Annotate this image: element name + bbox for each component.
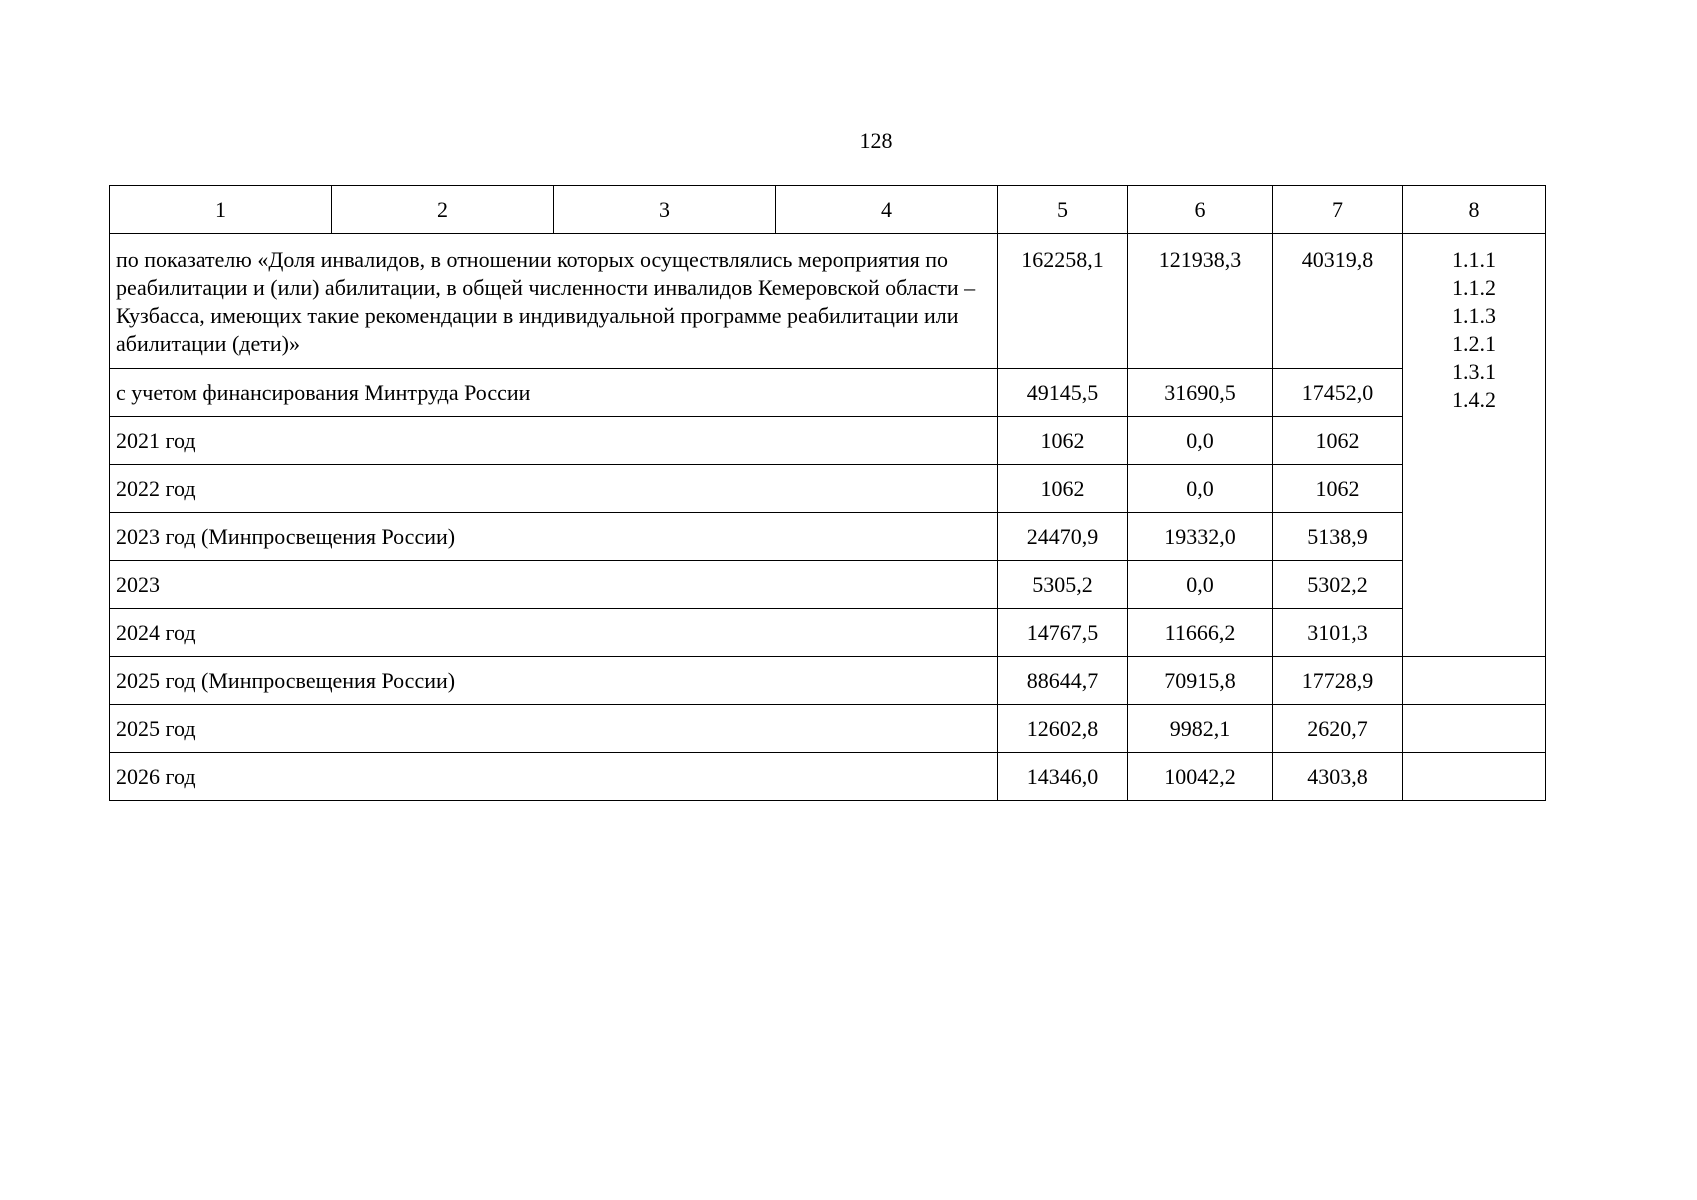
table-header-row — [110, 186, 1546, 234]
cell-total: 12602,8 — [998, 705, 1128, 753]
cell-federal: 0,0 — [1128, 561, 1273, 609]
cell-federal: 0,0 — [1128, 465, 1273, 513]
table-row — [110, 369, 1546, 417]
cell-regional: 5138,9 — [1273, 513, 1403, 561]
table-row — [110, 513, 1546, 561]
cell-federal: 70915,8 — [1128, 657, 1273, 705]
cell-regional: 2620,7 — [1273, 705, 1403, 753]
row-label: 2026 год — [110, 753, 998, 801]
header-cell-3: 3 — [554, 186, 776, 234]
row-label: 2023 — [110, 561, 998, 609]
row-label: 2021 год — [110, 417, 998, 465]
cell-regional: 5302,2 — [1273, 561, 1403, 609]
header-cell-2: 2 — [332, 186, 554, 234]
activity-code: 1.1.2 — [1452, 275, 1496, 300]
header-cell-7: 7 — [1273, 186, 1403, 234]
table-row — [110, 417, 1546, 465]
cell-regional: 1062 — [1273, 465, 1403, 513]
table-row — [110, 705, 1546, 753]
cell-total: 49145,5 — [998, 369, 1128, 417]
header-cell-6: 6 — [1128, 186, 1273, 234]
cell-total: 88644,7 — [998, 657, 1128, 705]
cell-codes-empty — [1403, 657, 1546, 705]
cell-regional: 4303,8 — [1273, 753, 1403, 801]
cell-total: 5305,2 — [998, 561, 1128, 609]
budget-table — [109, 185, 1546, 801]
table-row — [110, 657, 1546, 705]
cell-regional: 17728,9 — [1273, 657, 1403, 705]
activity-code: 1.1.3 — [1452, 303, 1496, 328]
row-label: 2024 год — [110, 609, 998, 657]
header-cell-1: 1 — [110, 186, 332, 234]
cell-federal: 0,0 — [1128, 417, 1273, 465]
cell-regional: 17452,0 — [1273, 369, 1403, 417]
table-row — [110, 609, 1546, 657]
cell-total: 14346,0 — [998, 753, 1128, 801]
cell-federal: 31690,5 — [1128, 369, 1273, 417]
cell-total: 162258,1 — [998, 234, 1128, 369]
cell-total: 1062 — [998, 465, 1128, 513]
row-label: 2025 год (Минпросвещения России) — [110, 657, 998, 705]
row-label: 2025 год — [110, 705, 998, 753]
activity-codes-cell — [1403, 234, 1546, 657]
cell-total: 24470,9 — [998, 513, 1128, 561]
row-label: с учетом финансирования Минтруда России — [110, 369, 998, 417]
cell-codes-empty — [1403, 705, 1546, 753]
cell-federal: 10042,2 — [1128, 753, 1273, 801]
activity-code: 1.3.1 — [1452, 359, 1496, 384]
cell-federal: 121938,3 — [1128, 234, 1273, 369]
cell-total: 14767,5 — [998, 609, 1128, 657]
activity-code: 1.4.2 — [1452, 387, 1496, 412]
indicator-description: по показателю «Доля инвалидов, в отношении которых осуществлялись мероприятия по реабилитации и (или) абилитации, в общей численности инвалидов Кемеровской области – Кузбасса, имеющих такие рекомендации в индивидуальной программе реабилитации или абилитации (дети)» — [110, 234, 998, 369]
header-cell-8: 8 — [1403, 186, 1546, 234]
page-number: 128 — [859, 128, 893, 153]
header-cell-4: 4 — [776, 186, 998, 234]
cell-regional: 1062 — [1273, 417, 1403, 465]
cell-regional: 3101,3 — [1273, 609, 1403, 657]
cell-federal: 11666,2 — [1128, 609, 1273, 657]
table-row — [110, 465, 1546, 513]
cell-regional: 40319,8 — [1273, 234, 1403, 369]
activity-code: 1.2.1 — [1452, 331, 1496, 356]
activity-code: 1.1.1 — [1452, 247, 1496, 272]
row-label: 2023 год (Минпросвещения России) — [110, 513, 998, 561]
cell-federal: 19332,0 — [1128, 513, 1273, 561]
table-row — [110, 561, 1546, 609]
row-label: 2022 год — [110, 465, 998, 513]
table-row — [110, 753, 1546, 801]
table-row-indicator — [110, 234, 1546, 369]
header-cell-5: 5 — [998, 186, 1128, 234]
cell-federal: 9982,1 — [1128, 705, 1273, 753]
cell-codes-empty — [1403, 753, 1546, 801]
cell-total: 1062 — [998, 417, 1128, 465]
